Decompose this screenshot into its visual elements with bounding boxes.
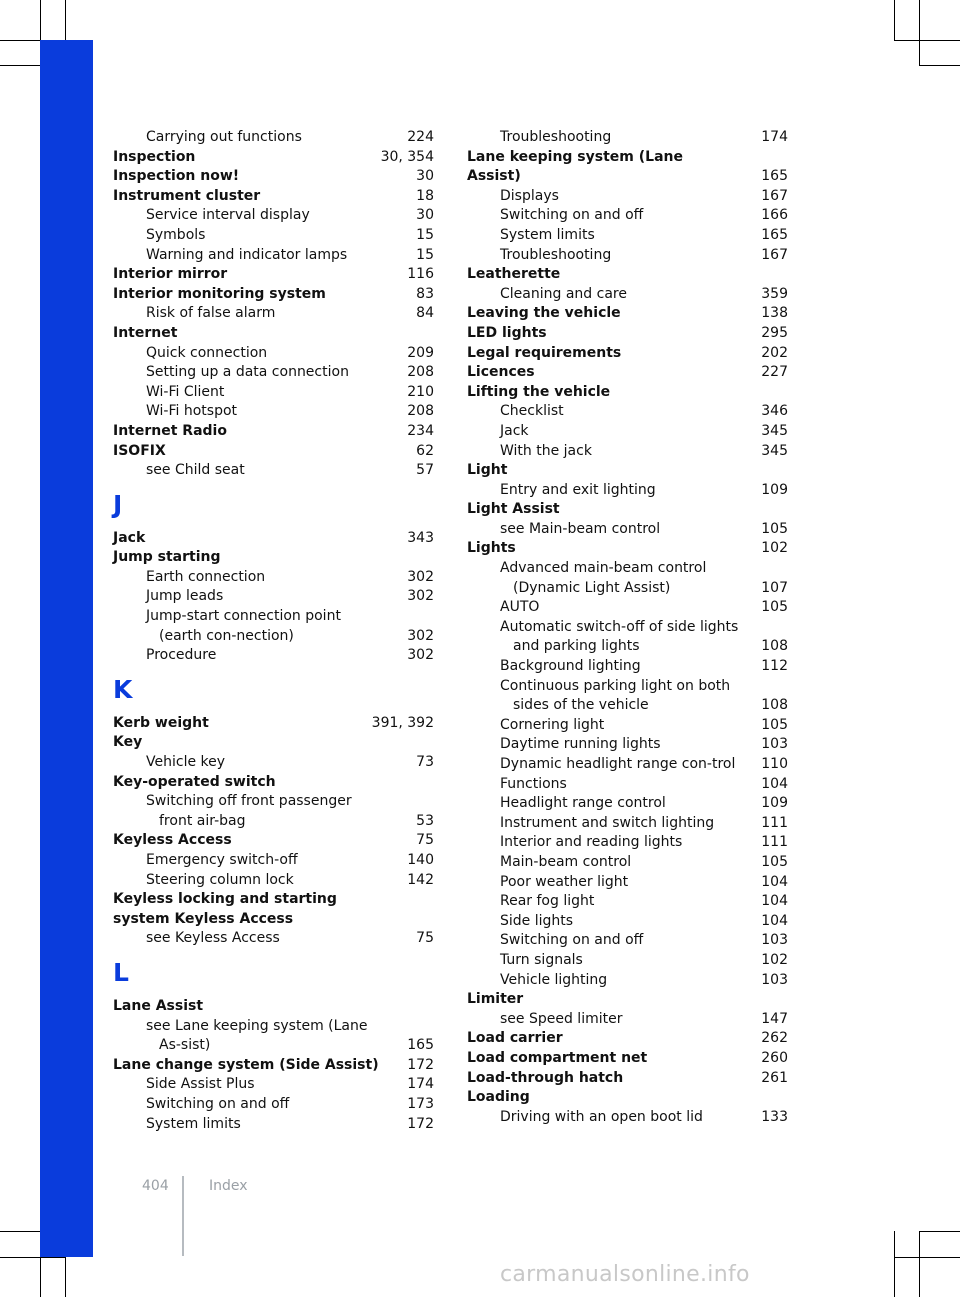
entry-pages: 261 <box>761 1069 788 1086</box>
index-subentry <box>113 792 434 831</box>
crop-mark <box>40 1257 41 1297</box>
crop-mark <box>919 1231 960 1232</box>
index-entry <box>113 187 434 207</box>
entry-pages: 30 <box>416 168 434 185</box>
index-entry <box>467 1049 788 1069</box>
entry-term: Load-through hatch <box>467 1069 624 1086</box>
index-subentry <box>467 775 788 795</box>
entry-term: Interior mirror <box>113 266 228 283</box>
index-entry <box>467 990 788 1010</box>
entry-term: Kerb weight <box>113 714 209 731</box>
entry-pages: 172 <box>407 1056 434 1073</box>
crop-mark <box>894 0 895 40</box>
index-subentry <box>113 607 434 646</box>
index-subentry <box>467 951 788 971</box>
entry-pages: 109 <box>761 481 788 498</box>
entry-term: Key <box>113 734 143 751</box>
index-subentry <box>113 246 434 266</box>
index-entry <box>467 265 788 285</box>
entry-term: Emergency switch-off <box>146 852 298 868</box>
entry-pages: 103 <box>761 971 788 988</box>
index-entry <box>467 1088 788 1108</box>
entry-term: Loading <box>467 1089 530 1106</box>
entry-term: Dynamic headlight range con-trol <box>500 756 736 772</box>
entry-term: Functions <box>500 775 567 792</box>
entry-pages: 165 <box>407 1037 434 1054</box>
entry-pages: 302 <box>407 627 434 644</box>
entry-term: Internet <box>113 324 178 341</box>
entry-term: Service interval display <box>146 207 310 224</box>
entry-pages: 234 <box>407 422 434 439</box>
entry-term: Rear fog light <box>500 893 595 910</box>
index-subentry <box>113 1095 434 1115</box>
entry-pages: 142 <box>407 871 434 888</box>
crop-mark <box>894 40 960 41</box>
index-subentry <box>113 851 434 871</box>
entry-term: Legal requirements <box>467 344 622 361</box>
entry-pages: 302 <box>407 588 434 605</box>
entry-term: Lane Assist <box>113 997 204 1014</box>
entry-pages: 15 <box>416 246 434 263</box>
entry-term: Automatic switch-off of side lights and parking lights <box>500 618 739 655</box>
entry-term: see Speed limiter <box>500 1010 623 1027</box>
entry-pages: 57 <box>416 462 434 479</box>
entry-pages: 138 <box>761 305 788 322</box>
entry-term: Symbols <box>146 226 206 243</box>
entry-term: Procedure <box>146 647 217 664</box>
crop-mark <box>0 1257 66 1258</box>
index-subentry <box>113 1075 434 1095</box>
entry-pages: 102 <box>761 540 788 557</box>
crop-mark <box>0 65 40 66</box>
index-entry <box>467 304 788 324</box>
entry-pages: 104 <box>761 893 788 910</box>
entry-term: Poor weather light <box>500 873 629 890</box>
entry-pages: 224 <box>407 129 434 145</box>
entry-term: Troubleshooting <box>500 129 612 145</box>
index-subentry <box>113 568 434 588</box>
entry-pages: 166 <box>761 207 788 224</box>
entry-pages: 75 <box>416 930 434 947</box>
index-entry <box>113 265 434 285</box>
entry-pages: 343 <box>407 529 434 546</box>
entry-term: Lane change system (Side Assist) <box>113 1056 379 1073</box>
entry-term: Instrument cluster <box>113 187 261 204</box>
entry-pages: 105 <box>761 520 788 537</box>
index-entry <box>113 285 434 305</box>
index-entry <box>113 442 434 462</box>
index-subentry <box>467 833 788 853</box>
index-entry <box>113 1056 434 1076</box>
crop-mark <box>0 40 40 41</box>
index-entry <box>113 422 434 442</box>
index-subentry <box>113 929 434 949</box>
index-subentry <box>467 618 788 657</box>
entry-pages: 103 <box>761 932 788 949</box>
entry-term: Checklist <box>500 403 564 420</box>
entry-pages: 208 <box>407 403 434 420</box>
entry-term: Load carrier <box>467 1030 563 1047</box>
entry-pages: 359 <box>761 285 788 302</box>
index-subentry <box>113 1017 434 1056</box>
entry-pages: 104 <box>761 873 788 890</box>
crop-mark <box>919 0 920 65</box>
entry-pages: 302 <box>407 647 434 664</box>
entry-pages: 62 <box>416 442 434 459</box>
entry-term: Lifting the vehicle <box>467 383 611 400</box>
entry-pages: 147 <box>761 1010 788 1027</box>
index-subentry <box>467 971 788 991</box>
index-subentry <box>467 402 788 422</box>
entry-term: Cleaning and care <box>500 285 627 302</box>
entry-pages: 174 <box>407 1076 434 1093</box>
entry-term: ISOFIX <box>113 442 166 459</box>
entry-term: Key-operated switch <box>113 773 276 790</box>
entry-term: Troubleshooting <box>500 246 612 263</box>
crop-mark <box>919 1231 920 1297</box>
index-entry <box>467 461 788 481</box>
entry-pages: 111 <box>761 834 788 851</box>
entry-pages: 346 <box>761 403 788 420</box>
crop-mark <box>40 0 41 40</box>
entry-pages: 30 <box>416 207 434 224</box>
index-subentry <box>113 1115 434 1135</box>
index-subentry <box>467 598 788 618</box>
entry-term: see Lane keeping system (Lane As-sist) <box>146 1017 368 1054</box>
crop-mark <box>894 1257 960 1258</box>
entry-term: Wi-Fi hotspot <box>146 403 238 420</box>
entry-term: Quick connection <box>146 344 268 361</box>
index-entry <box>467 383 788 403</box>
index-subentry <box>467 755 788 775</box>
entry-term: Keyless Access <box>113 832 232 849</box>
index-subentry <box>467 912 788 932</box>
index-subentry <box>113 304 434 324</box>
entry-pages: 73 <box>416 754 434 771</box>
entry-term: Earth connection <box>146 568 266 585</box>
entry-term: Switching on and off <box>500 207 644 224</box>
index-subentry <box>113 383 434 403</box>
entry-term: Wi-Fi Client <box>146 383 225 400</box>
index-entry <box>467 148 788 187</box>
index-entry <box>467 539 788 559</box>
entry-term: Driving with an open boot lid <box>500 1108 703 1125</box>
index-subentry <box>113 646 434 666</box>
entry-pages: 208 <box>407 364 434 381</box>
index-subentry <box>467 422 788 442</box>
entry-pages: 227 <box>761 364 788 381</box>
entry-pages: 167 <box>761 187 788 204</box>
index-entry <box>467 344 788 364</box>
index-entry <box>113 324 434 344</box>
entry-term: Jack <box>500 422 529 439</box>
side-color-bar <box>40 40 93 1257</box>
entry-pages: 30, 354 <box>380 148 434 165</box>
entry-pages: 165 <box>761 168 788 185</box>
entry-term: Load compartment net <box>467 1049 648 1066</box>
entry-term: Advanced main-beam control (Dynamic Light Assist) <box>500 560 707 596</box>
index-entry <box>467 500 788 520</box>
index-subentry <box>113 871 434 891</box>
entry-pages: 84 <box>416 305 434 322</box>
index-subentry <box>467 128 788 148</box>
entry-pages: 174 <box>761 129 788 145</box>
entry-term: Interior and reading lights <box>500 834 683 851</box>
index-column-right <box>467 128 788 1127</box>
entry-term: Entry and exit lighting <box>500 481 656 498</box>
entry-term: Jack <box>113 529 146 546</box>
crop-mark <box>65 1257 66 1297</box>
entry-term: Leatherette <box>467 266 561 283</box>
entry-pages: 112 <box>761 658 788 675</box>
entry-pages: 260 <box>761 1049 788 1066</box>
index-letter-heading: L <box>113 957 129 987</box>
entry-term: Limiter <box>467 991 524 1008</box>
entry-term: Continuous parking light on both sides of the vehicle <box>500 677 731 714</box>
index-entry <box>113 997 434 1017</box>
index-subentry <box>467 892 788 912</box>
entry-term: Main-beam control <box>500 853 632 870</box>
entry-term: Inspection now! <box>113 168 240 185</box>
entry-pages: 111 <box>761 814 788 831</box>
entry-term: Cornering light <box>500 716 605 733</box>
entry-term: Lights <box>467 540 516 557</box>
entry-term: Carrying out functions <box>146 129 302 145</box>
entry-pages: 345 <box>761 442 788 459</box>
index-entry <box>113 714 434 734</box>
index-subentry <box>467 226 788 246</box>
entry-pages: 295 <box>761 324 788 341</box>
entry-term: Risk of false alarm <box>146 305 276 322</box>
entry-pages: 105 <box>761 716 788 733</box>
entry-term: see Main-beam control <box>500 520 661 537</box>
entry-pages: 391, 392 <box>371 714 434 731</box>
index-subentry <box>467 559 788 598</box>
entry-pages: 173 <box>407 1095 434 1112</box>
index-letter-heading: J <box>113 489 123 519</box>
section-title: Index <box>209 1178 248 1194</box>
entry-term: Jump-start connection point (earth con-nection) <box>146 608 341 644</box>
entry-pages: 116 <box>407 266 434 283</box>
index-subentry <box>467 285 788 305</box>
entry-term: Jump starting <box>113 549 221 566</box>
entry-term: System limits <box>500 226 595 243</box>
entry-term: Warning and indicator lamps <box>146 246 348 263</box>
index-subentry <box>467 657 788 677</box>
entry-pages: 107 <box>761 579 788 596</box>
entry-pages: 108 <box>761 638 788 655</box>
index-subentry <box>467 206 788 226</box>
index-subentry <box>467 931 788 951</box>
entry-term: Jump leads <box>146 588 224 605</box>
entry-pages: 103 <box>761 736 788 753</box>
entry-term: Vehicle key <box>146 754 226 771</box>
index-subentry <box>113 402 434 422</box>
entry-term: With the jack <box>500 442 592 459</box>
entry-pages: 104 <box>761 912 788 929</box>
index-subentry <box>113 587 434 607</box>
index-entry <box>467 1029 788 1049</box>
index-entry <box>113 148 434 168</box>
index-subentry <box>467 187 788 207</box>
index-subentry <box>467 246 788 266</box>
entry-pages: 140 <box>407 852 434 868</box>
index-subentry <box>467 1010 788 1030</box>
entry-term: Setting up a data connection <box>146 364 349 381</box>
entry-term: Vehicle lighting <box>500 971 608 988</box>
index-subentry <box>467 677 788 716</box>
entry-term: AUTO <box>500 599 540 616</box>
entry-term: Light <box>467 462 508 479</box>
index-subentry <box>467 735 788 755</box>
entry-term: Light Assist <box>467 501 560 518</box>
entry-pages: 262 <box>761 1030 788 1047</box>
entry-pages: 109 <box>761 795 788 812</box>
index-entry <box>113 831 434 851</box>
index-letter-heading: K <box>113 674 133 704</box>
entry-pages: 108 <box>761 697 788 714</box>
index-entry <box>467 324 788 344</box>
index-entry <box>467 1069 788 1089</box>
index-subentry <box>113 206 434 226</box>
entry-term: Switching on and off <box>146 1095 290 1112</box>
entry-pages: 345 <box>761 422 788 439</box>
entry-term: Turn signals <box>500 951 583 968</box>
entry-term: Lane keeping system (Lane Assist) <box>467 148 683 185</box>
index-subentry <box>467 814 788 834</box>
entry-pages: 75 <box>416 832 434 849</box>
entry-pages: 133 <box>761 1108 788 1125</box>
index-subentry <box>467 481 788 501</box>
entry-term: System limits <box>146 1115 241 1132</box>
entry-term: Steering column lock <box>146 871 294 888</box>
index-subentry <box>113 226 434 246</box>
index-subentry <box>113 461 434 481</box>
crop-mark <box>0 1231 40 1232</box>
index-entry <box>113 773 434 793</box>
index-subentry <box>113 363 434 383</box>
entry-term: Switching on and off <box>500 932 644 949</box>
index-subentry <box>113 344 434 364</box>
entry-pages: 15 <box>416 226 434 243</box>
index-subentry <box>467 442 788 462</box>
entry-pages: 302 <box>407 568 434 585</box>
entry-term: Licences <box>467 364 535 381</box>
entry-pages: 104 <box>761 775 788 792</box>
entry-pages: 105 <box>761 599 788 616</box>
crop-mark <box>894 1231 895 1297</box>
footer-divider <box>182 1176 184 1256</box>
entry-term: Keyless locking and starting system Keyless Access <box>113 891 337 927</box>
entry-pages: 210 <box>407 383 434 400</box>
entry-pages: 53 <box>416 812 434 829</box>
index-subentry <box>113 753 434 773</box>
entry-pages: 172 <box>407 1115 434 1132</box>
entry-term: LED lights <box>467 324 547 341</box>
index-subentry <box>467 716 788 736</box>
entry-term: Displays <box>500 187 559 204</box>
index-entry <box>113 167 434 187</box>
entry-term: see Child seat <box>146 462 245 479</box>
index-subentry <box>113 128 434 148</box>
entry-term: Switching off front passenger front air-bag <box>146 793 352 829</box>
entry-term: Leaving the vehicle <box>467 305 621 322</box>
entry-term: Background lighting <box>500 658 641 675</box>
entry-pages: 165 <box>761 226 788 243</box>
entry-pages: 202 <box>761 344 788 361</box>
index-entry <box>113 548 434 568</box>
page-number: 404 <box>142 1178 169 1194</box>
entry-pages: 83 <box>416 285 434 302</box>
crop-mark <box>65 0 66 40</box>
index-entry <box>467 363 788 383</box>
index-entry <box>113 733 434 753</box>
entry-term: Daytime running lights <box>500 736 661 753</box>
entry-pages: 167 <box>761 246 788 263</box>
entry-term: see Keyless Access <box>146 930 280 947</box>
index-column-left <box>113 128 434 1134</box>
entry-term: Internet Radio <box>113 422 227 439</box>
watermark: carmanualsonline.info <box>500 1262 750 1287</box>
index-subentry <box>467 873 788 893</box>
entry-term: Instrument and switch lighting <box>500 814 715 831</box>
index-subentry <box>467 1108 788 1128</box>
crop-mark <box>919 65 960 66</box>
entry-pages: 209 <box>407 344 434 361</box>
index-entry <box>113 529 434 549</box>
entry-pages: 102 <box>761 951 788 968</box>
entry-term: Side lights <box>500 912 574 929</box>
entry-term: Interior monitoring system <box>113 285 326 302</box>
entry-term: Inspection <box>113 148 196 165</box>
entry-term: Headlight range control <box>500 795 666 812</box>
entry-pages: 110 <box>761 756 788 772</box>
entry-pages: 18 <box>416 187 434 204</box>
entry-pages: 105 <box>761 853 788 870</box>
index-subentry <box>467 520 788 540</box>
entry-term: Side Assist Plus <box>146 1076 255 1093</box>
index-subentry <box>467 853 788 873</box>
index-entry <box>113 890 434 929</box>
index-subentry <box>467 794 788 814</box>
